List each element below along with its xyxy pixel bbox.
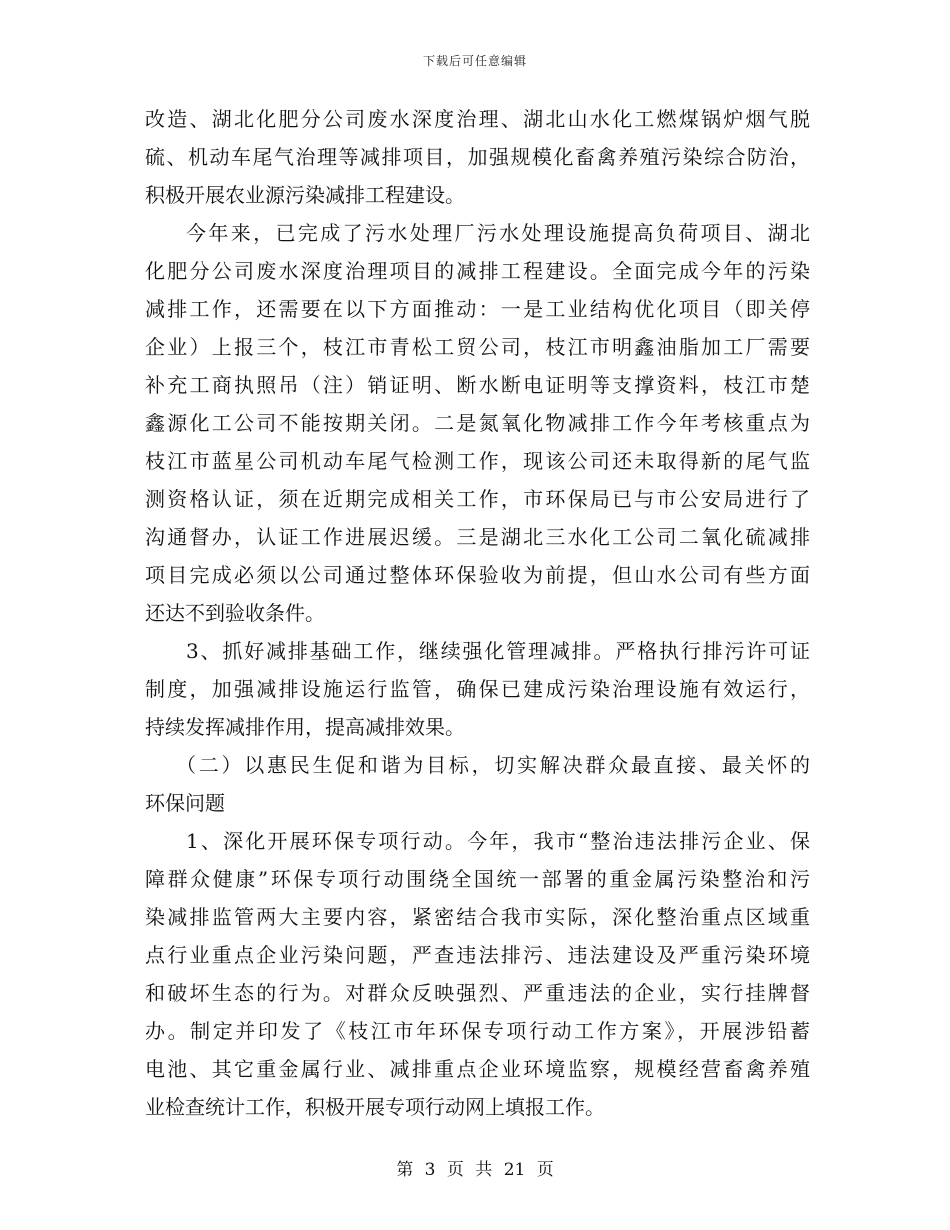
text-line: 持续发挥减排作用，提高减排效果。 [145, 715, 465, 739]
text-line: 制度，加强减排设施运行监管，确保已建成污染治理设施有效运行， [145, 677, 810, 701]
text-line: 1、深化开展环保专项行动。今年，我市“整治违法排污企业、保 [186, 829, 810, 853]
text-line: 补充工商执照吊（注）销证明、断水断电证明等支撑资料，枝江市楚 [145, 373, 810, 397]
text-line: 电池、其它重金属行业、减排重点企业环境监察，规模经营畜禽养殖 [145, 1057, 810, 1081]
text-line: 项目完成必须以公司通过整体环保验收为前提，但山水公司有些方面 [145, 563, 810, 587]
text-line: （二）以惠民生促和谐为目标，切实解决群众最直接、最关怀的 [176, 753, 810, 777]
text-line: 化肥分公司废水深度治理项目的减排工程建设。全面完成今年的污染 [145, 259, 810, 283]
text-line: 今年来，已完成了污水处理厂污水处理设施提高负荷项目、湖北 [186, 221, 810, 245]
text-line: 点行业重点企业污染问题，严查违法排污、违法建设及严重污染环境 [145, 943, 810, 967]
text-line: 改造、湖北化肥分公司废水深度治理、湖北山水化工燃煤锅炉烟气脱 [145, 107, 810, 131]
text-line: 鑫源化工公司不能按期关闭。二是氮氧化物减排工作今年考核重点为 [145, 411, 810, 435]
text-line: 测资格认证，须在近期完成相关工作，市环保局已与市公安局进行了 [145, 487, 810, 511]
text-line: 环保问题 [145, 791, 225, 815]
text-line: 枝江市蓝星公司机动车尾气检测工作，现该公司还未取得新的尾气监 [145, 449, 810, 473]
text-line: 企业）上报三个，枝江市青松工贸公司，枝江市明鑫油脂加工厂需要 [145, 335, 810, 359]
text-line: 障群众健康”环保专项行动围绕全国统一部署的重金属污染整治和污 [145, 867, 810, 891]
page-number-footer: 第 3 页 共 21 页 [396, 1160, 554, 1180]
text-line: 和破坏生态的行为。对群众反映强烈、严重违法的企业，实行挂牌督 [145, 981, 810, 1005]
text-line: 沟通督办，认证工作进展迟缓。三是湖北三水化工公司二氧化硫减排 [145, 525, 810, 549]
text-line: 积极开展农业源污染减排工程建设。 [145, 183, 465, 207]
text-line: 减排工作，还需要在以下方面推动：一是工业结构优化项目（即关停 [145, 297, 810, 321]
text-line: 办。制定并印发了《枝江市年环保专项行动工作方案》，开展涉铅蓄 [145, 1019, 810, 1043]
text-line: 还达不到验收条件。 [145, 601, 325, 625]
page-header: 下载后可任意编辑 [422, 54, 527, 68]
text-line: 3、抓好减排基础工作，继续强化管理减排。严格执行排污许可证 [186, 639, 810, 663]
text-line: 业检查统计工作，积极开展专项行动网上填报工作。 [145, 1095, 605, 1119]
document-body [145, 100, 810, 1126]
text-line: 硫、机动车尾气治理等减排项目，加强规模化畜禽养殖污染综合防治， [145, 145, 810, 169]
text-line: 染减排监管两大主要内容，紧密结合我市实际，深化整治重点区域重 [145, 905, 810, 929]
